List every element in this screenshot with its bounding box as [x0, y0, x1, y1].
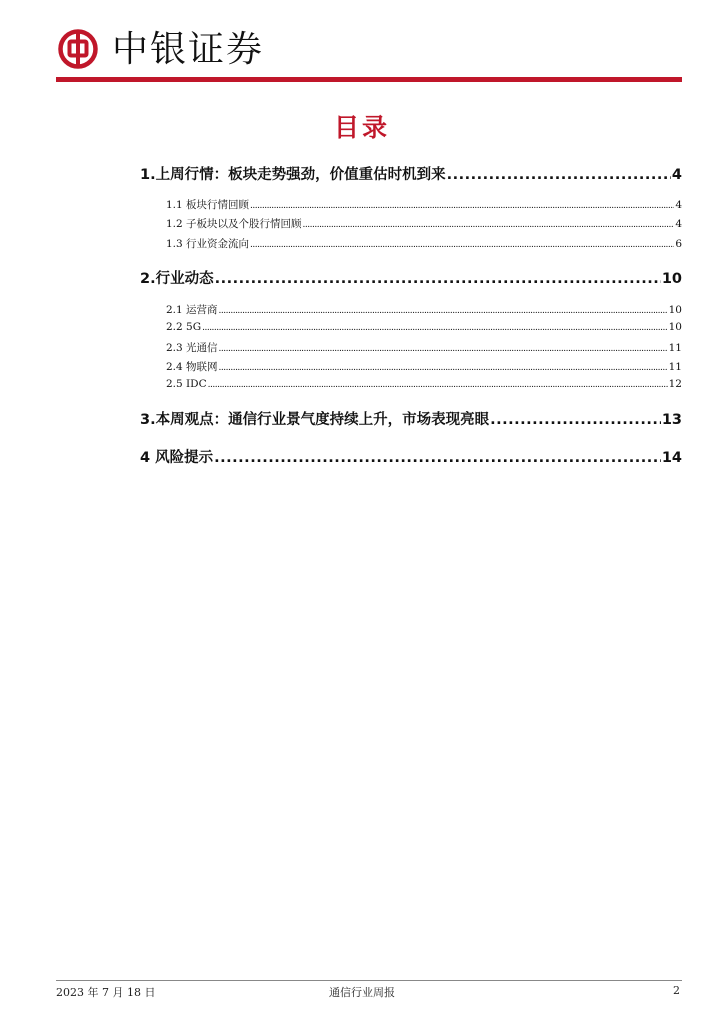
toc-entry-section-1[interactable] [140, 163, 682, 184]
toc-entry-section-1-2[interactable] [166, 216, 682, 231]
toc-entry-label: 2.5 IDC [166, 378, 207, 390]
footer-date: 2023 年 7 月 18 日 [56, 986, 156, 999]
toc-entry-section-1-3[interactable] [166, 236, 682, 251]
toc-entry-label: 1.2 子板块以及个股行情回顾 [166, 218, 302, 230]
bank-of-china-logo-icon [58, 29, 98, 69]
toc-entry-section-2-4[interactable] [166, 359, 682, 374]
brand-name: 中银证券 [112, 29, 265, 70]
dot-leader [490, 412, 661, 428]
dot-leader [250, 240, 674, 250]
toc-entry-page: 12 [668, 378, 682, 390]
toc-entry-section-3[interactable] [140, 408, 682, 429]
toc-entry-label: 2.4 物联网 [166, 361, 218, 373]
toc-entry-label: 2.3 光通信 [166, 342, 218, 354]
footer-page-number: 2 [673, 984, 680, 997]
dot-leader [202, 323, 668, 333]
page-header [56, 26, 682, 84]
toc-entry-section-2-3[interactable] [166, 340, 682, 355]
toc-title: 目录 [333, 113, 390, 142]
dot-leader [214, 450, 661, 466]
toc-entry-page: 6 [675, 238, 682, 250]
footer-report-name: 通信行业周报 [329, 986, 395, 999]
toc-entry-page: 4 [675, 199, 682, 211]
toc-entry-page: 14 [661, 450, 682, 466]
dot-leader [208, 380, 668, 390]
toc-entry-label: 4 风险提示 [140, 450, 214, 466]
toc-entry-page: 10 [661, 271, 682, 287]
dot-leader [219, 363, 668, 373]
toc-entry-section-1-1[interactable] [166, 197, 682, 212]
toc-entry-page: 11 [668, 342, 682, 354]
toc-entry-section-4[interactable] [140, 446, 682, 467]
toc-entry-label: 2.行业动态 [140, 271, 214, 287]
toc-entry-page: 4 [675, 218, 682, 230]
dot-leader [250, 201, 674, 211]
dot-leader [303, 220, 675, 230]
toc-entry-page: 10 [668, 321, 682, 333]
toc-entry-label: 2.2 5G [166, 321, 202, 333]
toc-entry-page: 11 [668, 361, 682, 373]
dot-leader [447, 167, 671, 183]
toc-entry-label: 3.本周观点：通信行业景气度持续上升，市场表现亮眼 [140, 412, 490, 428]
toc-entry-label: 1.3 行业资金流向 [166, 238, 250, 250]
toc-entry-section-2[interactable] [140, 267, 682, 288]
footer-divider [56, 980, 682, 981]
dot-leader [219, 344, 668, 354]
toc-entry-page: 13 [661, 412, 682, 428]
toc-entry-section-2-5[interactable] [166, 378, 682, 390]
header-divider [56, 77, 682, 82]
toc-entry-section-2-2[interactable] [166, 321, 682, 333]
dot-leader [219, 306, 668, 316]
toc-entry-label: 2.1 运营商 [166, 304, 218, 316]
toc-entry-page: 4 [671, 167, 682, 183]
toc-entry-label: 1.上周行情：板块走势强劲，价值重估时机到来 [140, 167, 446, 183]
dot-leader [215, 271, 661, 287]
toc-entry-page: 10 [668, 304, 682, 316]
toc-entry-label: 1.1 板块行情回顾 [166, 199, 250, 211]
toc-entry-section-2-1[interactable] [166, 302, 682, 317]
